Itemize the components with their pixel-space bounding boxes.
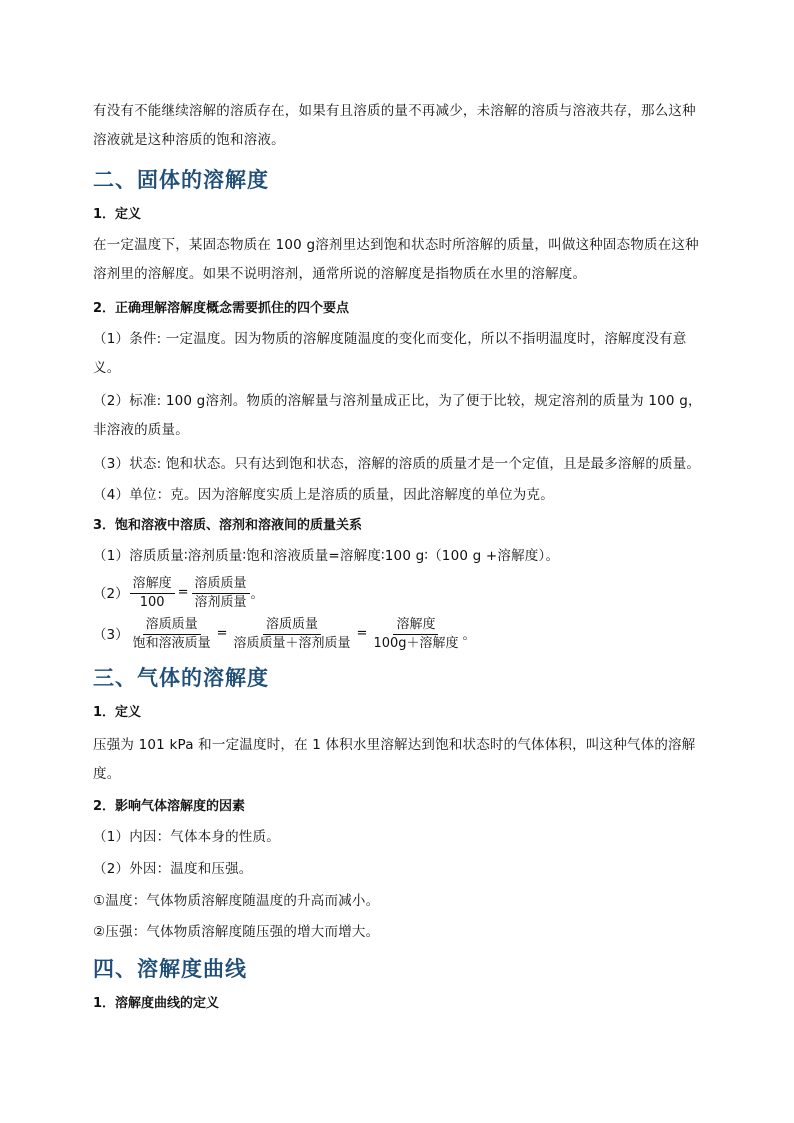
- equals-sign: =: [216, 625, 228, 641]
- factor-internal: （1）内因：气体本身的性质。: [93, 829, 280, 845]
- item-label: （3）: [93, 626, 129, 643]
- fraction: [192, 576, 250, 611]
- numerator: 溶质质量: [192, 576, 250, 594]
- intro-paragraph: 有没有不能继续溶解的溶质存在，如果有且溶质的量不再减少，未溶解的溶质与溶液共存，那么这种溶液就是这种溶质的饱和溶液。: [93, 103, 696, 148]
- point-unit: （4）单位：克。因为溶解度实质上是溶质的质量，因此溶解度的单位为克。: [93, 487, 554, 503]
- fraction: [130, 576, 175, 611]
- point-state: （3）状态: 饱和状态。只有达到饱和状态，溶解的溶质的质量才是一个定值，且是最多溶解的质量。: [93, 456, 701, 472]
- subheading-curve-definition: 1．溶解度曲线的定义: [93, 996, 220, 1011]
- gas-definition-paragraph: 压强为 101 kPa 和一定温度时，在 1 体积水里溶解达到饱和状态时的气体体积，叫这种气体的溶解度。: [93, 737, 696, 782]
- numerator: 溶解度: [393, 617, 438, 635]
- point-standard: （2）标准: 100 g溶剂。物质的溶解量与溶剂量成正比，为了便于比较，规定溶剂的质量为 100 g，非溶液的质量。: [93, 393, 702, 438]
- definition-paragraph: 在一定温度下，某固态物质在 100 g溶剂里达到饱和状态时所溶解的质量，叫做这种固态物质在这种溶剂里的溶解度。如果不说明溶剂，通常所说的溶解度是指物质在水里的溶解度。: [93, 237, 699, 282]
- equals-sign: =: [177, 584, 189, 600]
- denominator: 100: [139, 595, 165, 610]
- factor-pressure: ②压强：气体物质溶解度随压强的增大而增大。: [93, 924, 380, 940]
- relation-item-2: [93, 576, 705, 611]
- numerator: 溶质质量: [263, 617, 321, 635]
- subheading-definition: 1．定义: [93, 705, 142, 720]
- numerator: 溶解度: [130, 576, 175, 594]
- item-label: （2）: [93, 585, 129, 602]
- factor-temperature: ①温度：气体物质溶解度随温度的升高而减小。: [93, 893, 380, 909]
- relation-item-3: [93, 617, 705, 652]
- sentence-end: 。: [462, 626, 477, 643]
- section-heading-solid-solubility: 二、固体的溶解度: [93, 168, 269, 192]
- factor-external: （2）外因：温度和压强。: [93, 861, 253, 877]
- subheading-four-points: 2．正确理解溶解度概念需要抓住的四个要点: [93, 301, 350, 316]
- denominator: 饱和溶液质量: [132, 636, 211, 651]
- subheading-definition: 1．定义: [93, 207, 142, 222]
- denominator: 100g＋溶解度: [373, 636, 459, 651]
- section-heading-gas-solubility: 三、气体的溶解度: [93, 666, 269, 690]
- point-condition: （1）条件: 一定温度。因为物质的溶解度随温度的变化而变化，所以不指明温度时，溶解度没有意义。: [93, 331, 687, 376]
- subheading-mass-relation: 3．饱和溶液中溶质、溶剂和溶液间的质量关系: [93, 518, 363, 533]
- numerator: 溶质质量: [143, 617, 201, 635]
- subheading-gas-factors: 2．影响气体溶解度的因素: [93, 799, 246, 814]
- denominator: 溶质质量＋溶剂质量: [233, 636, 351, 651]
- fraction: [370, 617, 461, 652]
- relation-item-1: （1）溶质质量∶溶剂质量∶饱和溶液质量=溶解度∶100 g∶（100 g +溶解度）。: [93, 548, 560, 564]
- section-heading-solubility-curve: 四、溶解度曲线: [93, 957, 247, 981]
- denominator: 溶剂质量: [194, 595, 247, 610]
- fraction: [231, 617, 354, 652]
- sentence-end: 。: [250, 585, 265, 602]
- equals-sign: =: [356, 625, 368, 641]
- fraction: [130, 617, 214, 652]
